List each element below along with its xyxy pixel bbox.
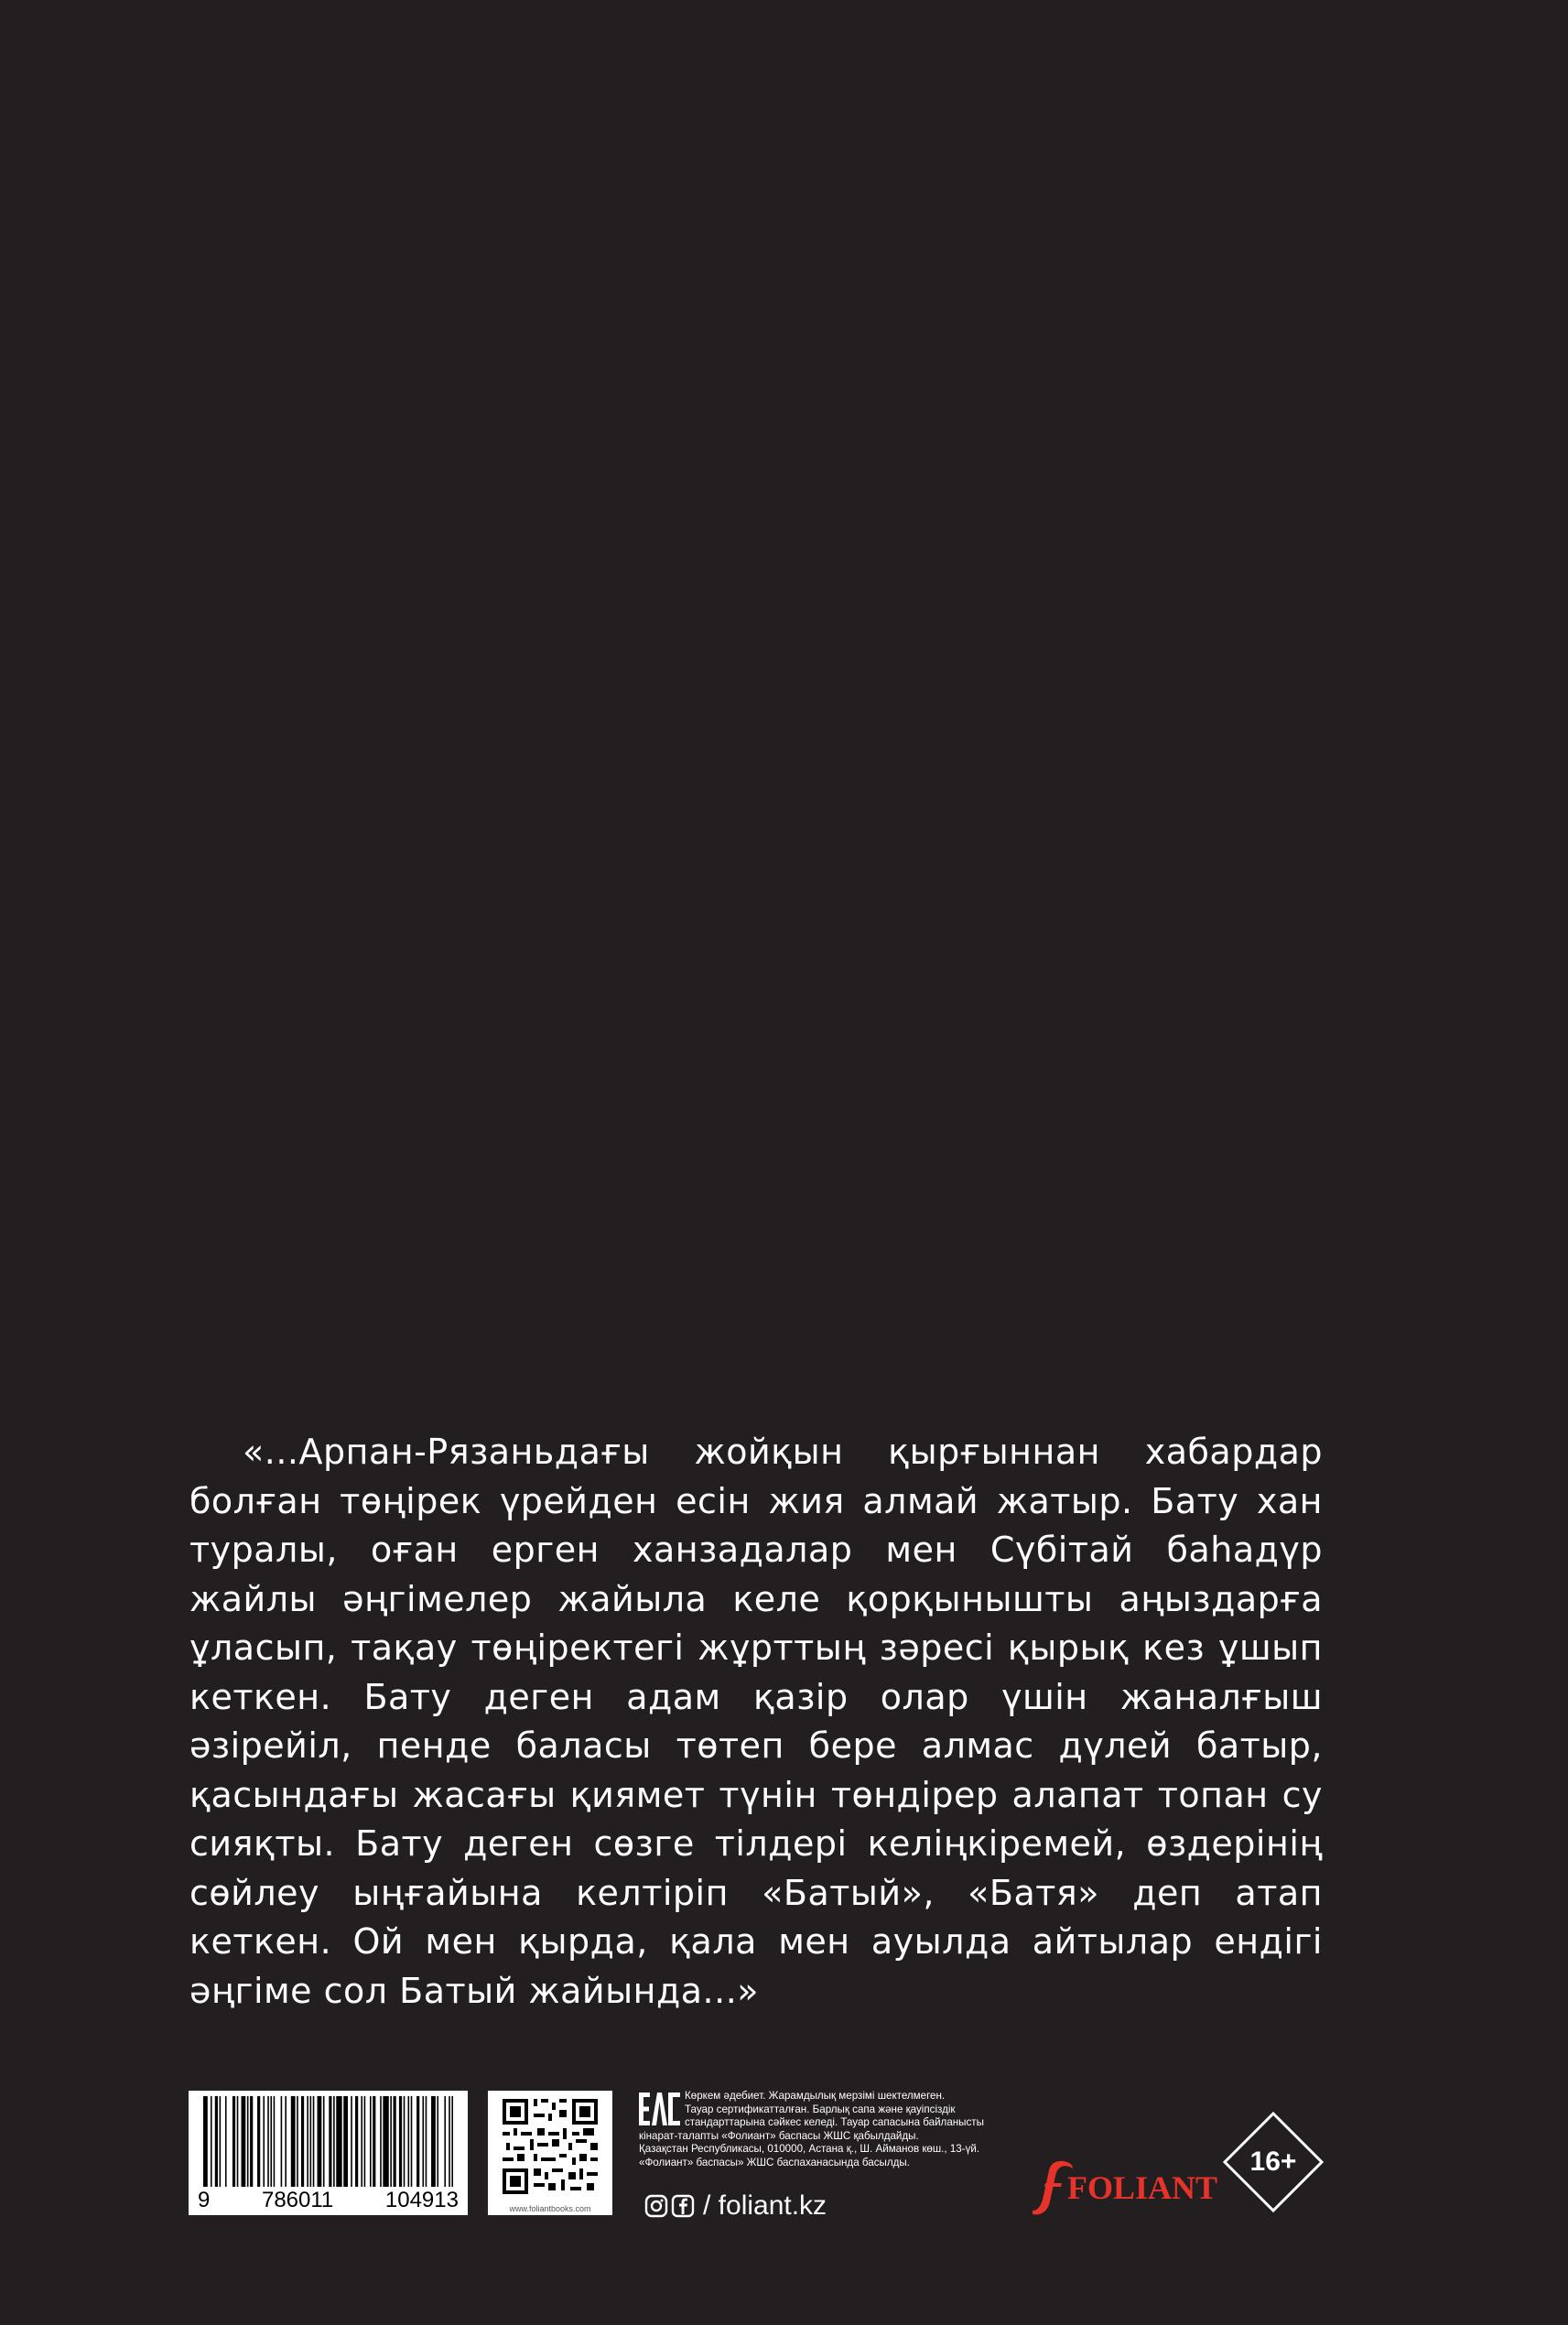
instagram-icon[interactable] (644, 2194, 668, 2218)
barcode-bar (318, 2096, 322, 2187)
legal-line-5: Қазақстан Республикасы, 010000, Астана қ., Ш. Айманов көш., 13-үй. (639, 2143, 980, 2156)
barcode-bar (380, 2096, 382, 2187)
barcode-bar (343, 2096, 348, 2187)
barcode-bar (257, 2096, 260, 2187)
barcode-bar (431, 2096, 436, 2187)
legal-line-1: Көркем әдебиет. Жарамдылық мерзімі шектелмеген. (685, 2090, 946, 2102)
barcode-bar (451, 2096, 453, 2187)
barcode-bar (351, 2096, 352, 2187)
legal-line-3: стандарттарына сәйкес келеді. Тауар сапасына байланысты (685, 2116, 984, 2129)
barcode-bar (411, 2096, 413, 2187)
barcode-bar (437, 2096, 438, 2187)
barcode-bar (313, 2096, 315, 2187)
barcode-bar (370, 2096, 372, 2187)
website-link[interactable]: / foliant.kz (703, 2190, 827, 2221)
age-rating-badge (1222, 2111, 1325, 2213)
barcode-bar (426, 2096, 427, 2187)
legal-line-4: кінарат-талапты «Фолиант» баспасы ЖШС қабылдайды. (639, 2129, 919, 2142)
barcode-bar (267, 2096, 269, 2187)
barcode-bar (297, 2096, 298, 2187)
publisher-logo (1025, 2157, 1218, 2222)
age-rating-label: 16+ (1249, 2147, 1297, 2177)
barcode-bar (225, 2096, 227, 2187)
barcode-bar (355, 2096, 358, 2187)
isbn-digit-group-2: 104913 (384, 2188, 459, 2212)
barcode-bar (373, 2096, 375, 2187)
qr-code-icon (488, 2091, 612, 2204)
barcode-bar (242, 2096, 246, 2187)
barcode-bar (390, 2096, 392, 2187)
barcode-bar (247, 2096, 249, 2187)
barcode-bars (189, 2091, 468, 2187)
qr-caption: www.foliantbooks.com (509, 2204, 591, 2213)
barcode-bar (408, 2096, 410, 2187)
barcode-bar (333, 2096, 335, 2187)
barcode-bar (274, 2096, 276, 2187)
barcode-bar (364, 2096, 366, 2187)
qr-code[interactable] (488, 2091, 612, 2215)
barcode-bar (301, 2096, 304, 2187)
barcode-bar (394, 2096, 396, 2187)
barcode-bar (237, 2096, 239, 2187)
isbn-barcode (189, 2091, 468, 2215)
barcode-bar (270, 2096, 272, 2187)
barcode-bar (323, 2096, 325, 2187)
barcode-bar (422, 2096, 424, 2187)
legal-line-6: «Фолиант» баспасы» ЖШС баспаханасында басылды. (639, 2156, 910, 2168)
barcode-bar (215, 2096, 218, 2187)
barcode-bar (291, 2096, 296, 2187)
back-cover-blurb (189, 1428, 1323, 2016)
barcode-bar (307, 2096, 308, 2187)
barcode-bar (449, 2096, 450, 2187)
legal-line-2: Тауар сертификатталған. Барлық сапа және қауіпсіздік (685, 2103, 956, 2115)
barcode-bar (399, 2096, 402, 2187)
blurb-text: «...Арпан-Рязаньдағы жойқын қырғыннан хабардар болған төңірек үрейден есін жия алмай жатыр. Бату хан туралы, оған ерген ханзадалар мен Сүбітай баһадүр жайлы әңгімелер жайыла келе қорқынышты аңыздарға ұласып, тақау төңіректегі жұрттың зәресі қырық кез ұшып кеткен. Бату деген адам қазір олар үшін жаналғыш әзірейіл, пенде баласы төтеп бере алмас дүлей батыр, қасындағы жасағы қиямет түнін төндірер алапат топан су сияқты. Бату деген сөзге тілдері келіңкіремей, өздерінің сөйлеу ыңғайына келтіріп «Батый», «Батя» деп атап кеткен. Ой мен қырда, қала мен ауылда айтылар ендігі әңгіме сол Батый жайында...» (189, 1432, 1323, 2011)
barcode-bar (444, 2096, 446, 2187)
barcode-bar (310, 2096, 312, 2187)
barcode-bar (220, 2096, 222, 2187)
barcode-bar (416, 2096, 419, 2187)
barcode-bar (383, 2096, 388, 2187)
barcode-bar (329, 2096, 331, 2187)
legal-info (639, 2090, 1069, 2170)
isbn-digits (189, 2188, 468, 2213)
barcode-bar (250, 2096, 253, 2187)
barcode-bar (211, 2096, 212, 2187)
isbn-digit-group-1: 786011 (261, 2188, 334, 2212)
social-links (644, 2190, 827, 2222)
barcode-bar (361, 2096, 362, 2187)
barcode-bar (336, 2096, 341, 2187)
barcode-bar (232, 2096, 235, 2187)
barcode-bar (263, 2096, 265, 2187)
barcode-bar (285, 2096, 287, 2187)
isbn-digit-lead: 9 (198, 2188, 211, 2212)
barcode-bar (203, 2096, 208, 2187)
barcode-bar (281, 2096, 283, 2187)
facebook-icon[interactable] (671, 2194, 695, 2218)
barcode-bar (404, 2096, 406, 2187)
publisher-logo-text: FOLIANT (1067, 2169, 1218, 2206)
